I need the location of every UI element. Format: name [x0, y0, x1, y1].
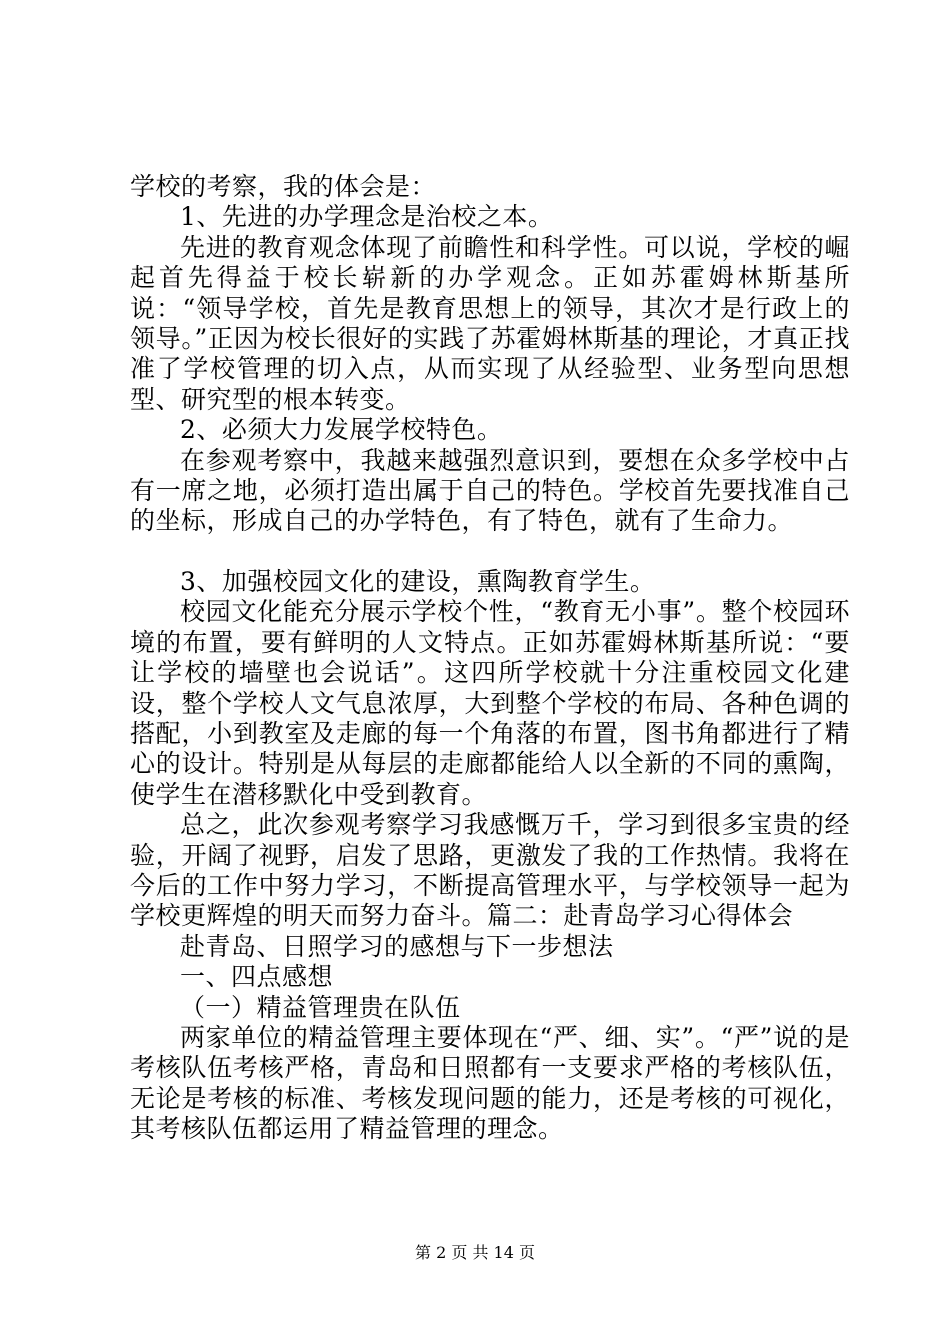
- section-heading: 2、必须大力发展学校特色。: [180, 415, 503, 445]
- section-heading: 一、四点感想: [180, 962, 334, 992]
- subsection-heading: （一）精益管理贵在队伍: [180, 992, 461, 1022]
- section-heading: 3、加强校园文化的建设，熏陶教育学生。: [180, 566, 656, 596]
- paragraph: 校园文化能充分展示学校个性，“教育无小事”。整个校园环境的布置，要有鲜明的人文特点。正如苏霍姆林斯基所说：“要让学校的墙壁也会说话”。这四所学校就十分注重校园文化建设，整个学校人文气息浓厚，大到整个学校的布局、各种色调的搭配，小到教室及走廊的每一个角落的布置，图书角都进行了精心的设计。特别是从每层的走廊都能给人以全新的不同的熏陶，使学生在潜移默化中受到教育。: [130, 597, 850, 809]
- paragraph: 在参观考察中，我越来越强烈意识到，要想在众多学校中占有一席之地，必须打造出属于自己的特色。学校首先要找准自己的坐标，形成自己的办学特色，有了特色，就有了生命力。: [130, 445, 850, 536]
- document-body: [130, 172, 850, 1145]
- paragraph: 学校的考察，我的体会是：: [130, 172, 437, 201]
- paragraph: 先进的教育观念体现了前瞻性和科学性。可以说，学校的崛起首先得益于校长崭新的办学观念。正如苏霍姆林斯基所说：“领导学校，首先是教育思想上的领导，其次才是行政上的领导。”正因为校长很好的实践了苏霍姆林斯基的理论，才真正找准了学校管理的切入点，从而实现了从经验型、业务型向思想型、研究型的根本转变。: [130, 232, 850, 414]
- section-heading: 1、先进的办学理念是治校之本。: [180, 202, 554, 232]
- page-number: 第 2 页 共 14 页: [415, 1243, 535, 1262]
- paragraph: 两家单位的精益管理主要体现在“严、细、实”。“严”说的是考核队伍考核严格，青岛和日照都有一支要求严格的考核队伍，无论是考核的标准、考核发现问题的能力，还是考核的可视化，其考核队伍都运用了精益管理的理念。: [130, 1022, 850, 1144]
- article-title: 赴青岛、日照学习的感想与下一步想法: [180, 931, 614, 961]
- paragraph: 总之，此次参观考察学习我感慨万千，学习到很多宝贵的经验，开阔了视野，启发了思路，更激发了我的工作热情。我将在今后的工作中努力学习，不断提高管理水平，与学校领导一起为学校更辉煌的明天而努力奋斗。篇二：赴青岛学习心得体会: [130, 810, 850, 931]
